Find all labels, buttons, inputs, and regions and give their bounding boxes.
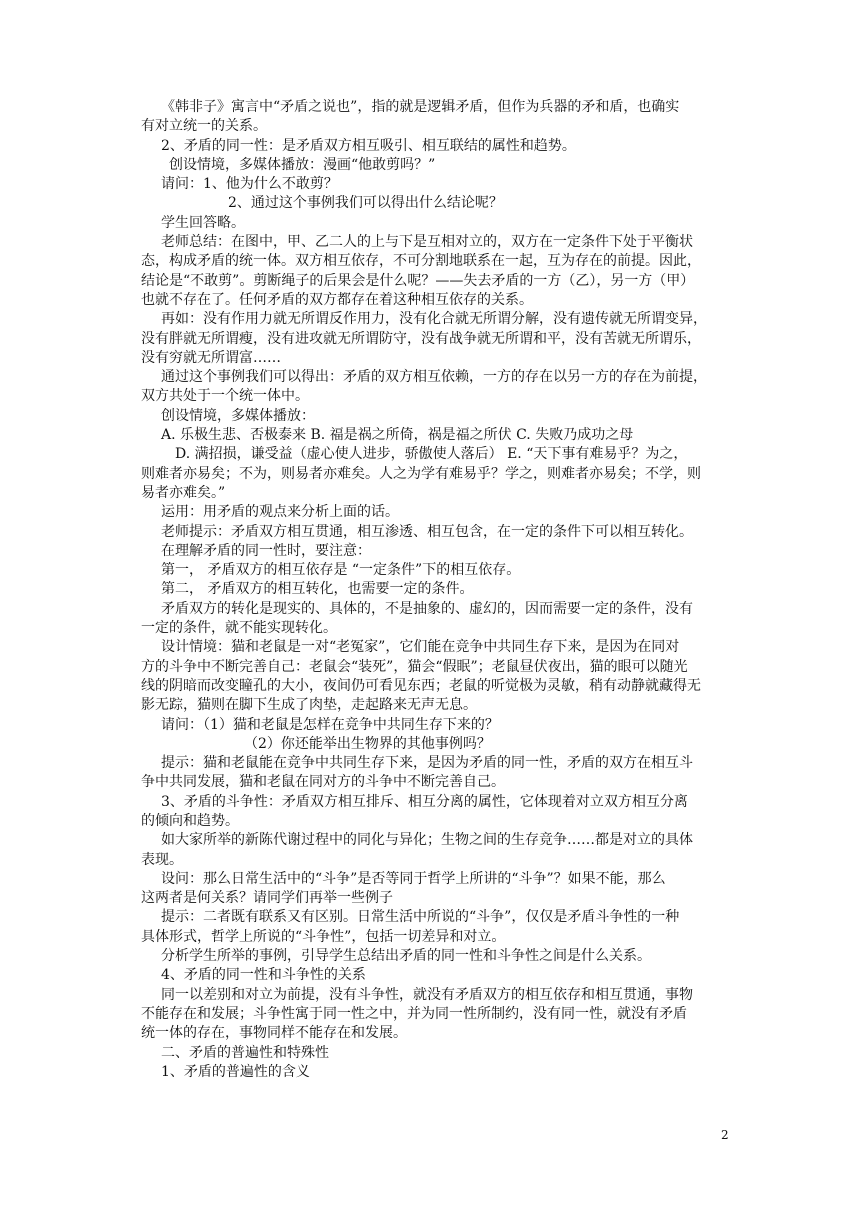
text-line: 同一以差别和对立为前提，没有斗争性，就没有矛盾双方的相互依存和相互贯通，事物 bbox=[161, 986, 693, 1003]
text-line: 1、矛盾的普遍性的含义 bbox=[161, 1063, 310, 1080]
text-line: 《韩非子》寓言中“矛盾之说也”，指的就是逻辑矛盾，但作为兵器的矛和盾，也确实 bbox=[161, 99, 680, 115]
text-line: 设问：那么日常生活中的“斗争”是否等同于哲学上所讲的“斗争”？如果不能，那么 bbox=[161, 870, 666, 887]
text-line: 则难者亦易矣；不为，则易者亦难矣。人之为学有难易乎？学之，则难者亦易矣；不学，则 bbox=[141, 465, 701, 482]
text-line: 具体形式，哲学上所说的“斗争性”，包括一切差异和对立。 bbox=[141, 928, 506, 945]
text-line: D. 满招损，谦受益（虚心使人进步，骄傲使人落后） E. “天下事有难易乎？为之， bbox=[175, 446, 688, 463]
text-line: 结论是“不敢剪”。剪断绳子的后果会是什么呢？——失去矛盾的一方（乙），另一方（甲） bbox=[141, 272, 695, 289]
text-line: 第一， 矛盾双方的相互依存是 “一定条件”下的相互依存。 bbox=[161, 562, 521, 579]
text-line: 4、矛盾的同一性和斗争性的关系 bbox=[161, 967, 366, 984]
text-line: 双方共处于一个统一体中。 bbox=[141, 388, 309, 405]
text-line: 矛盾双方的转化是现实的、具体的，不是抽象的、虚幻的，因而需要一定的条件，没有 bbox=[161, 600, 693, 617]
text-line: 二、矛盾的普遍性和特殊性 bbox=[161, 1044, 329, 1061]
text-line: 如大家所举的新陈代谢过程中的同化与异化；生物之间的生存竞争……都是对立的具体 bbox=[161, 832, 693, 849]
text-line: 表现。 bbox=[141, 851, 183, 868]
text-line: 学生回答略。 bbox=[161, 214, 245, 231]
text-line: 的倾向和趋势。 bbox=[141, 812, 239, 829]
text-line: 没有胖就无所谓瘦，没有进攻就无所谓防守，没有战争就无所谓和平，没有苦就无所谓乐， bbox=[141, 330, 701, 347]
text-line: 设计情境：猫和老鼠是一对“老冤家”，它们能在竞争中共同生存下来，是因为在同对 bbox=[161, 639, 680, 656]
text-line: 创设情境，多媒体播放：漫画“他敢剪吗？” bbox=[169, 156, 436, 173]
page-number: 2 bbox=[721, 1128, 729, 1142]
document-body bbox=[0, 98, 860, 1082]
text-line: 2、通过这个事例我们可以得出什么结论呢？ bbox=[228, 195, 503, 212]
text-line: 争中共同发展，猫和老鼠在同对方的斗争中不断完善自己。 bbox=[141, 774, 505, 791]
text-line: 不能存在和发展；斗争性寓于同一性之中，并为同一性所制约，没有同一性，就没有矛盾 bbox=[141, 1005, 687, 1022]
text-line: 运用：用矛盾的观点来分析上面的话。 bbox=[161, 504, 399, 521]
text-line: 提示：二者既有联系又有区别。日常生活中所说的“斗争”，仅仅是矛盾斗争性的一种 bbox=[161, 909, 680, 926]
text-line: 创设情境，多媒体播放： bbox=[161, 407, 315, 424]
text-line: 请问：（1）猫和老鼠是怎样在竞争中共同生存下来的？ bbox=[161, 716, 499, 733]
text-line: 提示：猫和老鼠能在竞争中共同生存下来，是因为矛盾的同一性，矛盾的双方在相互斗 bbox=[161, 755, 693, 772]
text-line: 易者亦难矣。” bbox=[141, 484, 226, 501]
text-line: 统一体的存在，事物同样不能存在和发展。 bbox=[141, 1025, 407, 1042]
text-line: 第二， 矛盾双方的相互转化，也需要一定的条件。 bbox=[161, 581, 474, 598]
text-line: 有对立统一的关系。 bbox=[141, 118, 267, 135]
text-line: 没有穷就无所谓富…… bbox=[141, 349, 281, 366]
text-line: 态，构成矛盾的统一体。双方相互依存，不可分割地联系在一起，互为存在的前提。因此， bbox=[141, 253, 701, 270]
text-line: 一定的条件，就不能实现转化。 bbox=[141, 620, 337, 637]
text-line: 再如：没有作用力就无所谓反作用力，没有化合就无所谓分解，没有遗传就无所谓变异， bbox=[161, 311, 707, 328]
text-line: 老师总结：在图中，甲、乙二人的上与下是互相对立的，双方在一定条件下处于平衡状 bbox=[161, 234, 693, 251]
text-line: A. 乐极生悲、否极泰来 B. 福是祸之所倚，祸是福之所伏 C. 失败乃成功之母 bbox=[161, 427, 634, 444]
text-line: 也就不存在了。任何矛盾的双方都存在着这种相互依存的关系。 bbox=[141, 291, 533, 308]
text-line: 这两者是何关系？请同学们再举一些例子 bbox=[141, 890, 393, 907]
text-line: 方的斗争中不断完善自己：老鼠会“装死”，猫会“假眠”；老鼠昼伏夜出，猫的眼可以随光 bbox=[141, 658, 688, 675]
text-line: 分析学生所举的事例，引导学生总结出矛盾的同一性和斗争性之间是什么关系。 bbox=[161, 948, 651, 965]
text-line: 老师提示：矛盾双方相互贯通，相互渗透、相互包含，在一定的条件下可以相互转化。 bbox=[161, 523, 693, 540]
text-line: 3、矛盾的斗争性：矛盾双方相互排斥、相互分离的属性，它体现着对立双方相互分离 bbox=[161, 793, 688, 810]
text-line: 请问：1、他为什么不敢剪？ bbox=[161, 176, 338, 193]
text-line: 通过这个事例我们可以得出：矛盾的双方相互依赖，一方的存在以另一方的存在为前提， bbox=[161, 369, 707, 386]
text-line: （2）你还能举出生物界的其他事例吗？ bbox=[244, 735, 491, 752]
text-line: 线的阴暗而改变瞳孔的大小，夜间仍可看见东西；老鼠的听觉极为灵敏，稍有动静就藏得无 bbox=[141, 677, 701, 694]
text-line: 在理解矛盾的同一性时，要注意： bbox=[161, 542, 371, 559]
text-line: 影无踪，猫则在脚下生成了肉垫，走起路来无声无息。 bbox=[141, 697, 477, 714]
text-line: 2、矛盾的同一性：是矛盾双方相互吸引、相互联结的属性和趋势。 bbox=[161, 137, 576, 154]
